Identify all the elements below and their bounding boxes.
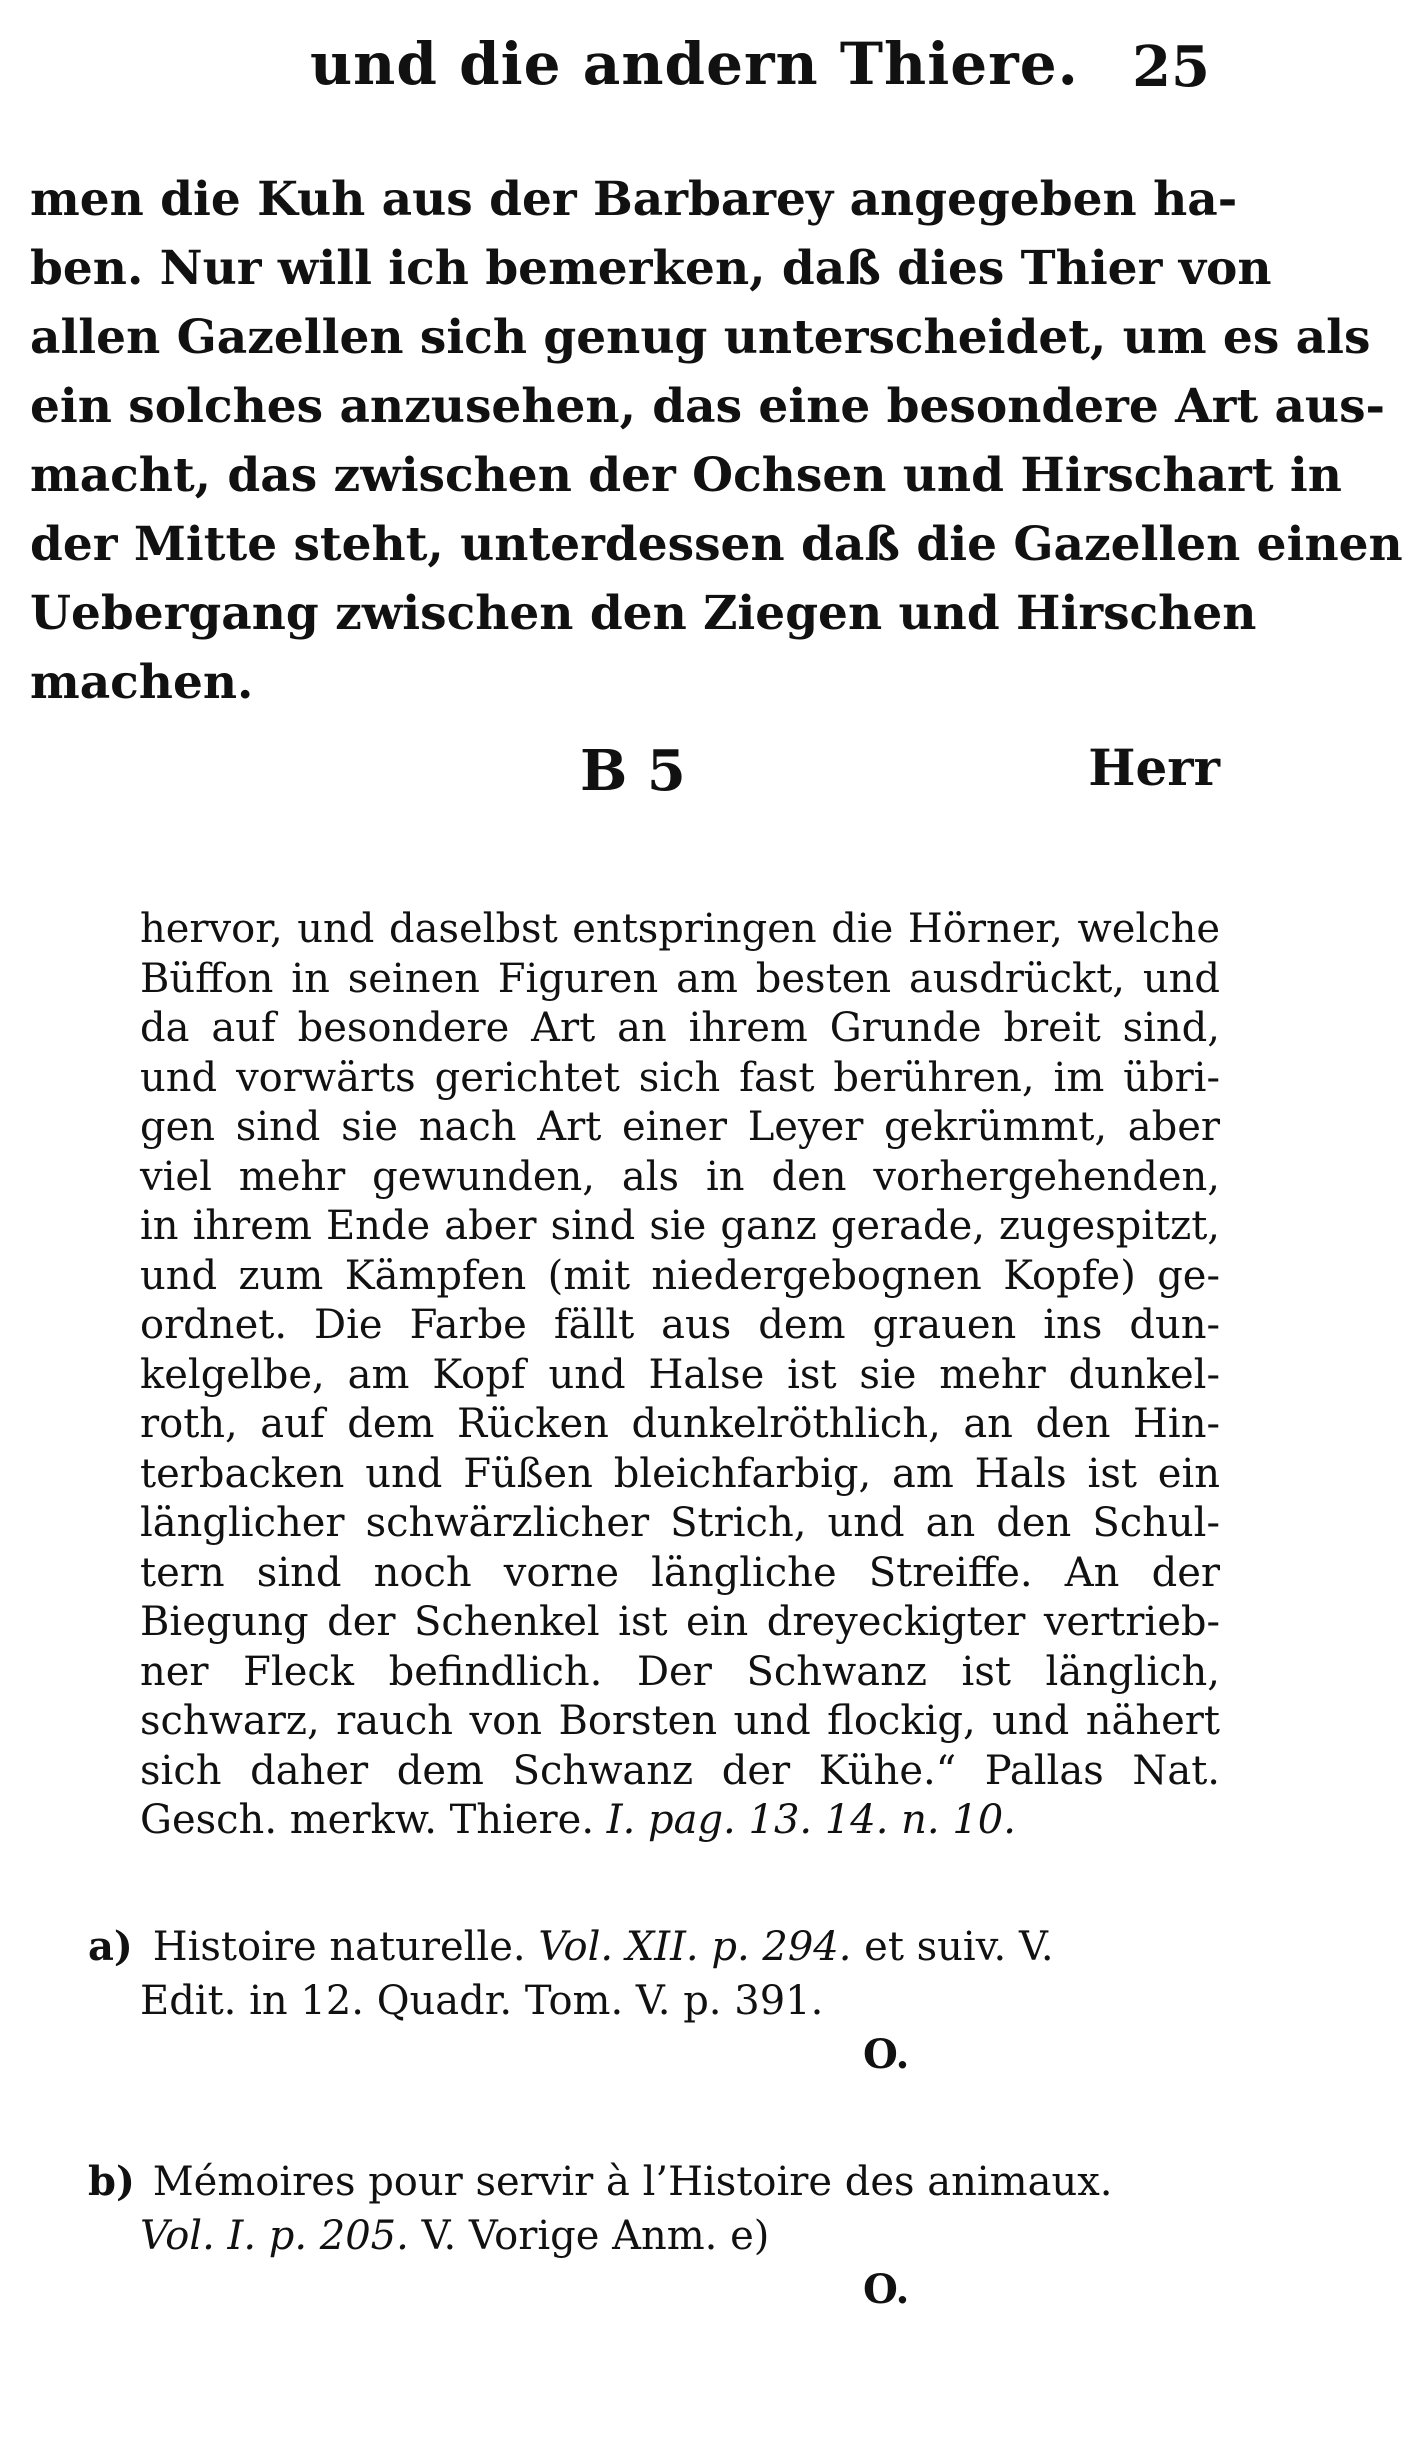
quote-line: und zum Kämpfen (mit niedergebognen Kopfe) ge- xyxy=(140,1252,1220,1299)
running-head: und die andern Thiere. xyxy=(310,30,1079,98)
quote-line: da auf besondere Art an ihrem Grunde breit sind, xyxy=(140,1005,1220,1051)
quote-line: Biegung der Schenkel ist ein dreyeckigter vertrieb- xyxy=(140,1599,1220,1645)
quote-line: viel mehr gewunden, als in den vorhergehenden, xyxy=(140,1153,1220,1200)
quote-line: Büffon in seinen Figuren am besten ausdrückt, und xyxy=(140,955,1220,1002)
page-number: 25 xyxy=(1132,34,1210,100)
text-line: ben. Nur will ich bemerken, daß dies Thier von xyxy=(30,241,1272,296)
footnote-marker: a) xyxy=(88,1923,133,1970)
main-paragraph xyxy=(30,165,1403,717)
quote-line: kelgelbe, am Kopf und Halse ist sie mehr dunkel- xyxy=(140,1351,1220,1398)
text-line: allen Gazellen sich genug unterscheidet, um es als xyxy=(30,310,1371,365)
quote-line: gen sind sie nach Art einer Leyer gekrümmt, aber xyxy=(140,1104,1220,1150)
quote-line: terbacken und Füßen bleichfarbig, am Hals ist ein xyxy=(140,1450,1220,1497)
footnote-signature: O. xyxy=(863,2266,910,2313)
citation-volume: I. xyxy=(606,1797,636,1843)
citation-number: n. 10. xyxy=(901,1797,1016,1843)
quote-line: ordnet. Die Farbe fällt aus dem grauen ins dun- xyxy=(140,1302,1220,1348)
citation-pages: pag. 13. 14. xyxy=(648,1797,889,1843)
quote-citation-line xyxy=(140,1796,1220,1846)
catchword: Herr xyxy=(1088,738,1220,797)
footnote-signature: O. xyxy=(863,2031,910,2078)
quote-line: hervor, und daselbst entspringen die Hörner, welche xyxy=(140,906,1220,952)
quote-line: und vorwärts gerichtet sich fast berühren, im übri- xyxy=(140,1054,1220,1101)
text-line: men die Kuh aus der Barbarey angegeben ha- xyxy=(30,172,1238,227)
citation-text: Gesch. merkw. Thiere. xyxy=(140,1797,595,1843)
quote-line: roth, auf dem Rücken dunkelröthlich, an den Hin- xyxy=(140,1401,1220,1447)
signature-mark: B 5 xyxy=(580,738,686,804)
footnote-a xyxy=(88,1920,1220,2082)
footnote-tail: V. Vorige Anm. e) xyxy=(421,2213,770,2259)
quotation-block xyxy=(140,905,1220,1846)
quote-line: schwarz, rauch von Borsten und flockig, und nähert xyxy=(140,1698,1220,1744)
footnote-line xyxy=(88,2209,1220,2263)
quote-line: tern sind noch vorne längliche Streiffe. An der xyxy=(140,1549,1220,1596)
footnote-line xyxy=(88,1920,1220,1974)
footnote-line xyxy=(88,2155,1220,2209)
page-header xyxy=(310,30,1210,120)
footnote-line: Edit. in 12. Quadr. Tom. V. p. 391. xyxy=(140,1978,824,2024)
footnote-text: Histoire naturelle. xyxy=(152,1924,526,1970)
quote-line: länglicher schwärzlicher Strich, und an den Schul- xyxy=(140,1500,1220,1546)
text-line: ein solches anzusehen, das eine besondere Art aus- xyxy=(30,379,1386,434)
quote-line: sich daher dem Schwanz der Kühe.“ Pallas Nat. xyxy=(140,1747,1220,1794)
footnote-italic: Vol. I. p. 205. xyxy=(140,2213,409,2259)
footnote-text: Mémoires pour servir à l’Histoire des animaux. xyxy=(152,2159,1113,2205)
text-line: machen. xyxy=(30,655,254,710)
quote-line: ner Fleck befindlich. Der Schwanz ist länglich, xyxy=(140,1648,1220,1695)
text-line: Uebergang zwischen den Ziegen und Hirschen xyxy=(30,586,1257,641)
footnote-marker: b) xyxy=(88,2158,135,2205)
footnote-b xyxy=(88,2155,1220,2317)
text-line: der Mitte steht, unterdessen daß die Gazellen einen xyxy=(30,517,1403,572)
text-line: macht, das zwischen der Ochsen und Hirschart in xyxy=(30,448,1342,503)
footnote-tail: et suiv. V. xyxy=(864,1924,1054,1970)
signature-line xyxy=(580,738,1220,818)
quote-line: in ihrem Ende aber sind sie ganz gerade, zugespitzt, xyxy=(140,1203,1220,1249)
footnote-italic: Vol. XII. p. 294. xyxy=(538,1924,852,1970)
